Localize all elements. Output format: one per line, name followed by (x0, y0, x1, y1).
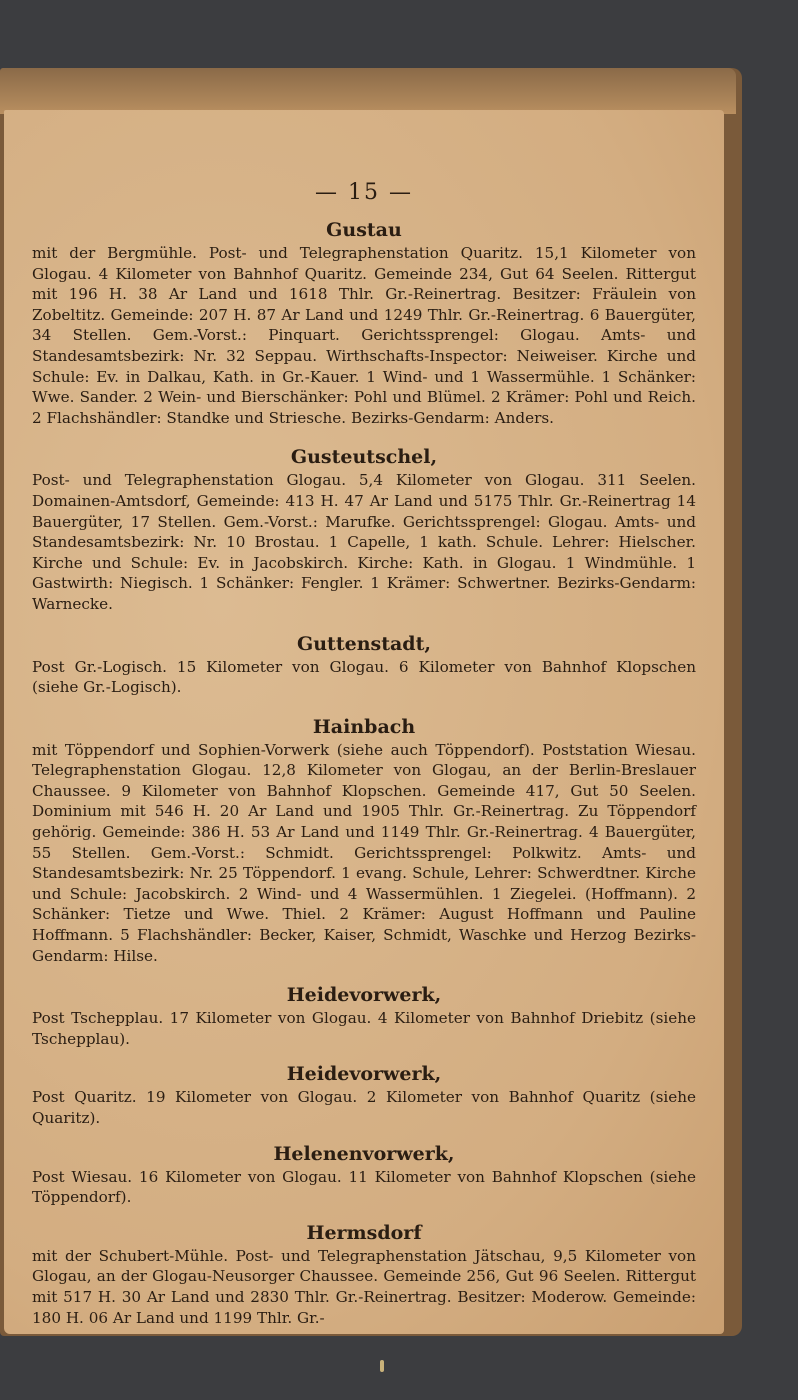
page-number: — 15 — (315, 180, 413, 205)
bottom-mark (380, 1360, 384, 1372)
book-top-edge (0, 68, 736, 114)
entry-title: Heidevorwerk, (286, 1063, 442, 1086)
entry-text: Post Wiesau. 16 Kilometer von Glogau. 11 Kilometer von Bahnhof Klopschen (siehe Töppendorf). (32, 1167, 696, 1207)
entry-text: Post Gr.-Logisch. 15 Kilometer von Glogau. 6 Kilometer von Bahnhof Klopschen (siehe Gr.-Logisch). (32, 657, 696, 697)
entry-title: Hermsdorf (306, 1221, 422, 1244)
entry-gustau (32, 219, 696, 428)
entry-title: Hainbach (312, 715, 416, 738)
entry-title: Gusteutschel, (290, 446, 438, 469)
entry-text: Post Quaritz. 19 Kilometer von Glogau. 2 Kilometer von Bahnhof Quaritz (siehe Quaritz). (32, 1088, 696, 1127)
entry-text: mit der Schubert-Mühle. Post- und Telegraphenstation Jätschau, 9,5 Kilometer von Glogau, an der Glogau-Neusorger Chaussee. Gemeinde 256, Gut 96 Seelen. Rittergut mit 517 H. 30 Ar Land und 2830 Thlr. Gr.-Reinertrag. Besitzer: Moderow. Gemeinde: 180 H. 06 Ar Land und 1199 Thlr. Gr.- (32, 1246, 696, 1327)
entry-text: mit der Bergmühle. Post- und Telegraphenstation Quaritz. 15,1 Kilometer von Glogau. 4 Kilometer von Bahnhof Quaritz. Gemeinde 234, Gut 64 Seelen. Rittergut mit 196 H. 38 Ar Land und 1618 Thlr. Gr.-Reinertrag. Besitzer: Fräulein von Zobeltitz. Gemeinde: 207 H. 87 Ar Land und 1249 Thlr. Gr.-Reinertrag. 6 Bauergüter, 34 Stellen. Gem.-Vorst.: Pinquart. Gerichtssprengel: Glogau. Amts- und Standesamtsbezirk: Nr. 32 Seppau. Wirthschafts-Inspector: Neiweiser. Kirche und Schule: Ev. in Dalkau, Kath. in Gr.-Kauer. 1 Wind- und 1 Wassermühle. 1 Schänker: Wwe. Sander. 2 Wein- und Bierschänker: Pohl und Blümel. 2 Krämer: Pohl und Reich. 2 Flachshändler: Standke und Striesche. Bezirks-Gendarm: Anders. (32, 244, 696, 427)
entry-title: Gustau (326, 219, 402, 241)
entry-heidevorwerk-quaritz (32, 1063, 696, 1128)
page-sheet (4, 110, 724, 1334)
entry-heidevorwerk-tschepplau (32, 984, 696, 1049)
entry-guttenstadt (32, 633, 696, 698)
entry-gusteutschel (32, 446, 696, 614)
page-content (4, 205, 724, 1328)
entry-text: Post Tschepplau. 17 Kilometer von Glogau. 4 Kilometer von Bahnhof Driebitz (siehe Tschepplau). (32, 1009, 696, 1048)
entry-hermsdorf (32, 1222, 696, 1328)
entry-hainbach (32, 716, 696, 967)
entry-helenenvorwerk (32, 1143, 696, 1208)
entry-text: mit Töppendorf und Sophien-Vorwerk (siehe auch Töppendorf). Poststation Wiesau. Telegraphenstation Glogau. 12,8 Kilometer von Glogau, an der Berlin-Breslauer Chaussee. 9 Kilometer von Bahnhof Klopschen. Gemeinde 417, Gut 50 Seelen. Dominium mit 546 H. 20 Ar Land und 1905 Thlr. Gr.-Reinertrag. Zu Töppendorf gehörig. Gemeinde: 386 H. 53 Ar Land und 1149 Thlr. Gr.-Reinertrag. 4 Bauergüter, 55 Stellen. Gem.-Vorst.: Schmidt. Gerichtssprengel: Polkwitz. Amts- und Standesamtsbezirk: Nr. 25 Töppendorf. 1 evang. Schule, Lehrer: Schwerdtner. Kirche und Schule: Jacobskirch. 2 Wind- und 4 Wassermühlen. 1 Ziegelei. (Hoffmann). 2 Schänker: Tietze und Wwe. Thiel. 2 Krämer: August Hoffmann und Pauline Hoffmann. 5 Flachshändler: Becker, Kaiser, Schmidt, Waschke und Herzog Bezirks-Gendarm: Hilse. (32, 740, 696, 965)
entry-title: Guttenstadt, (297, 632, 431, 655)
entry-text: Post- und Telegraphenstation Glogau. 5,4 Kilometer von Glogau. 311 Seelen. Domainen-Amtsdorf, Gemeinde: 413 H. 47 Ar Land und 5175 Thlr. Gr.-Reinertrag 14 Bauergüter, 17 Stellen. Gem.-Vorst.: Marufke. Gerichtssprengel: Glogau. Amts- und Standesamtsbezirk: Nr. 10 Brostau. 1 Capelle, 1 kath. Schule. Lehrer: Hielscher. Kirche und Schule: Ev. in Jacobskirch. Kirche: Kath. in Glogau. 1 Windmühle. 1 Gastwirth: Niegisch. 1 Schänker: Fengler. 1 Krämer: Schwertner. Bezirks-Gendarm: Warnecke. (32, 471, 696, 613)
entry-title: Heidevorwerk, (286, 984, 442, 1007)
entry-title: Helenenvorwerk, (273, 1142, 455, 1165)
